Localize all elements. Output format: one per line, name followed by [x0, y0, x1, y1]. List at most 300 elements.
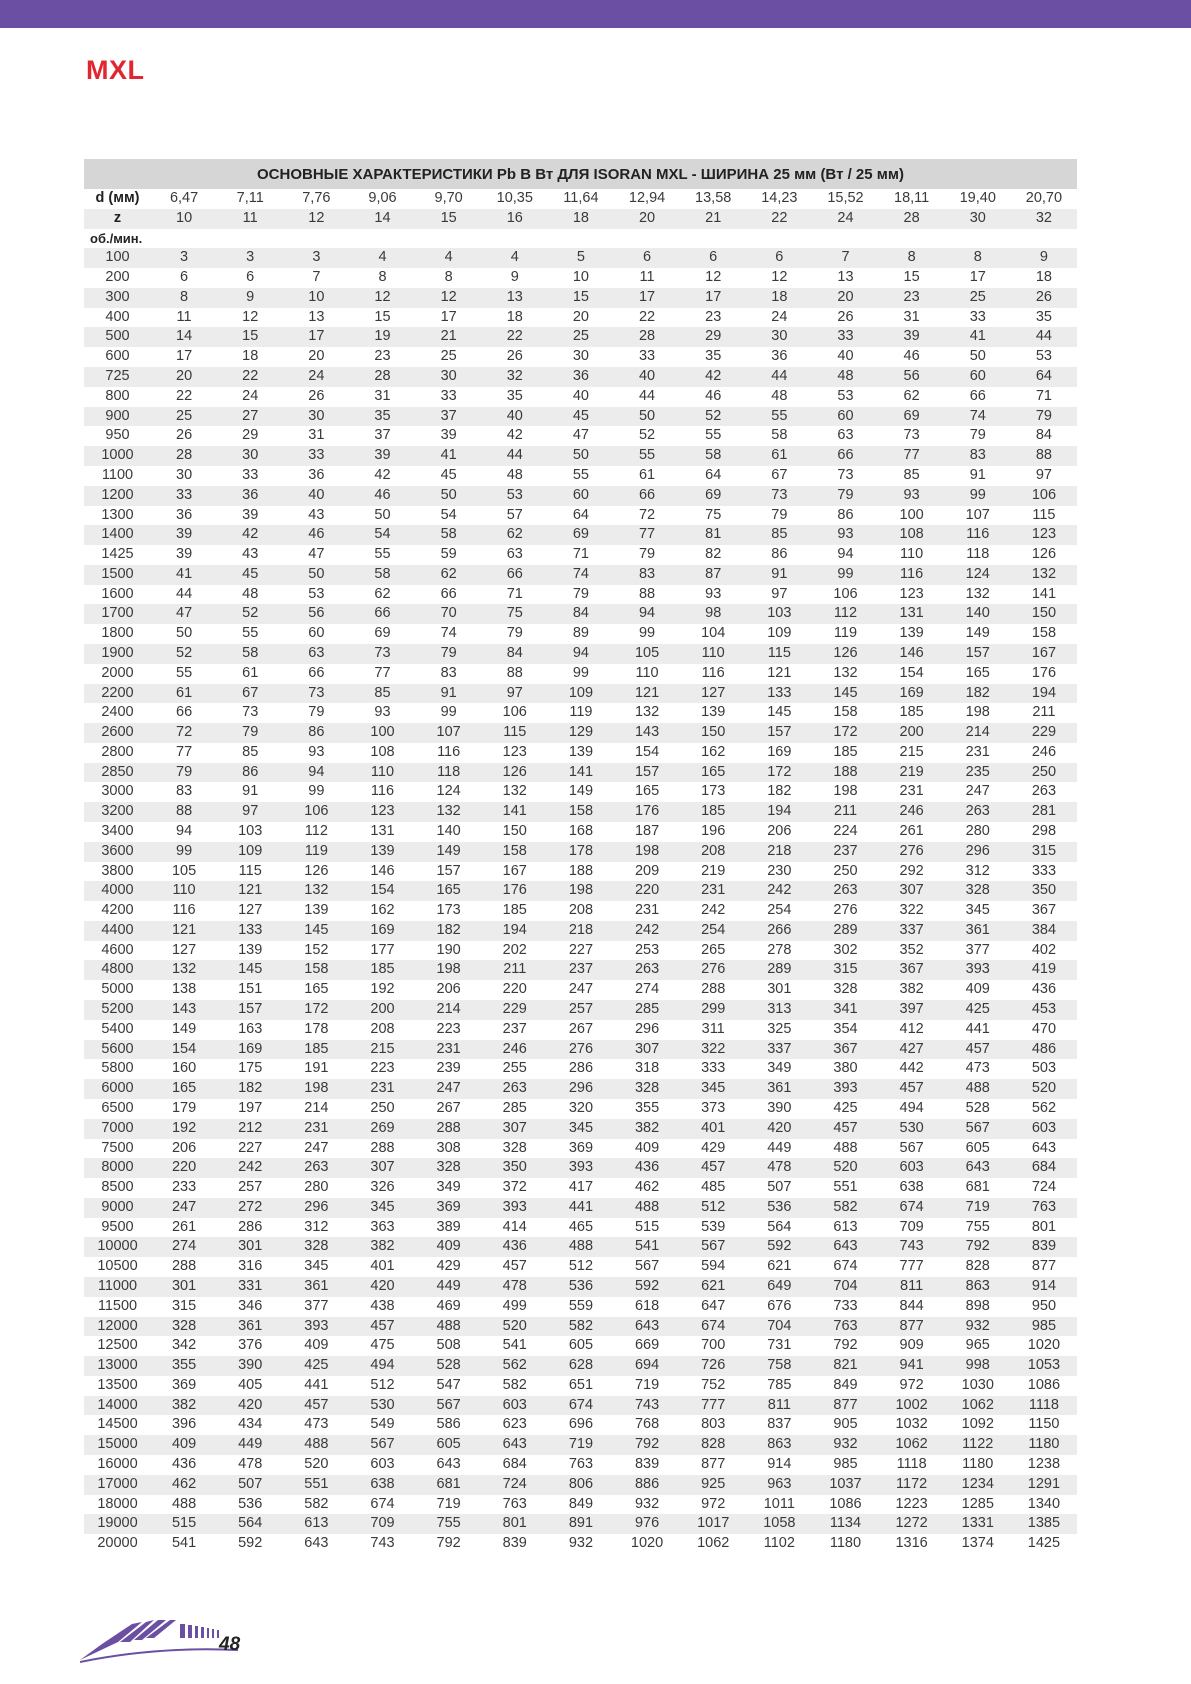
table-cell: 512: [370, 1376, 395, 1393]
table-cell: 143: [614, 723, 680, 743]
table-cell: 562: [482, 1356, 548, 1376]
table-cell: 157: [436, 862, 461, 879]
table-cell: 32: [1011, 209, 1077, 229]
table-cell: 73: [242, 704, 259, 721]
table-cell: 12: [416, 288, 482, 308]
table-cell: 118: [416, 763, 482, 783]
table-cell: 972: [899, 1376, 924, 1393]
table-cell: 36: [548, 367, 614, 387]
table-cell: 651: [568, 1376, 594, 1393]
table-cell: 94: [614, 604, 680, 624]
table-cell: 592: [238, 1535, 263, 1552]
table-cell: 1011: [763, 1495, 795, 1512]
table-cell: 438: [370, 1297, 395, 1314]
table-cell: 200: [879, 723, 945, 743]
table-row: [84, 980, 1077, 1000]
table-cell: 643: [436, 1456, 461, 1472]
table-row: [84, 1534, 1077, 1554]
table-cell: 18: [548, 209, 614, 229]
table-cell: 149: [568, 783, 594, 800]
table-cell: 763: [812, 1317, 878, 1337]
table-cell: 15,52: [827, 190, 864, 206]
table-cell: 208: [370, 1020, 395, 1037]
table-cell: 79: [506, 625, 523, 642]
table-cell: 7,76: [302, 190, 331, 206]
table-cell: 143: [151, 1000, 217, 1020]
table-row: [84, 1139, 1077, 1159]
table-cell: 79: [416, 644, 482, 664]
table-row: [84, 1198, 1077, 1218]
table-cell: 292: [899, 862, 924, 879]
table-cell: 307: [614, 1040, 680, 1060]
table-cell: 84: [1035, 427, 1052, 444]
table-cell: 396: [171, 1416, 197, 1433]
table-cell: 372: [502, 1179, 527, 1196]
table-cell: 224: [833, 823, 858, 839]
table-cell: [482, 229, 548, 249]
table-row: [84, 426, 1077, 446]
table-cell: 154: [349, 881, 415, 901]
table-row: [84, 1099, 1077, 1119]
table-cell: 37: [416, 407, 482, 427]
table-cell: 369: [171, 1376, 197, 1393]
table-cell: 133: [746, 684, 812, 704]
table-cell: 140: [945, 604, 1011, 624]
table-cell: 73: [283, 684, 349, 704]
table-cell: 1234: [945, 1475, 1011, 1495]
table-cell: 69: [374, 625, 391, 642]
table-cell: 146: [370, 862, 395, 879]
row-label-cell: 12000: [84, 1317, 151, 1337]
page-number: 48: [219, 1634, 241, 1655]
table-cell: 6: [746, 248, 812, 268]
table-cell: 211: [482, 960, 548, 980]
table-cell: 4: [482, 248, 548, 268]
table-cell: 30: [746, 327, 812, 347]
table-cell: [680, 229, 746, 249]
table-cell: 185: [349, 960, 415, 980]
table-cell: 103: [746, 604, 812, 624]
row-label-cell: 8000: [84, 1158, 151, 1178]
table-cell: [945, 229, 1011, 249]
table-cell: 109: [548, 684, 614, 704]
table-cell: 354: [833, 1020, 858, 1037]
table-cell: 229: [1011, 723, 1077, 743]
table-cell: 33: [969, 308, 986, 325]
table-cell: 54: [349, 525, 415, 545]
table-cell: 124: [945, 565, 1011, 585]
table-cell: 401: [680, 1119, 746, 1139]
power-table: [84, 189, 1077, 1554]
table-cell: 230: [767, 862, 792, 879]
table-cell: 752: [701, 1376, 726, 1393]
table-cell: 115: [746, 644, 812, 664]
table-cell: 206: [436, 981, 461, 998]
table-cell: 61: [638, 466, 656, 483]
table-cell: 11,64: [563, 190, 599, 206]
table-cell: 74: [440, 625, 457, 642]
table-cell: 219: [879, 763, 945, 783]
table-cell: 16: [482, 209, 548, 229]
table-row: [84, 248, 1077, 268]
table-cell: 247: [568, 981, 594, 998]
table-cell: 198: [965, 704, 990, 721]
table-cell: 301: [151, 1277, 217, 1297]
table-cell: 1180: [962, 1456, 994, 1472]
table-cell: 276: [879, 842, 945, 862]
table-cell: 8: [879, 248, 945, 268]
table-cell: 56: [283, 604, 349, 624]
table-row: [84, 1415, 1077, 1435]
table-cell: 139: [568, 743, 594, 760]
row-label-cell: 6000: [84, 1079, 151, 1099]
table-cell: 109: [767, 625, 792, 642]
table-cell: 44: [482, 446, 548, 466]
table-cell: 7: [812, 248, 878, 268]
table-cell: 346: [238, 1297, 263, 1314]
table-row: [84, 941, 1077, 961]
table-cell: 8: [151, 288, 217, 308]
table-cell: 272: [217, 1198, 283, 1218]
table-cell: [746, 229, 812, 249]
table-row: [84, 486, 1077, 506]
table-cell: 53: [837, 387, 854, 404]
row-label-cell: 2600: [84, 723, 151, 743]
table-cell: 94: [283, 763, 349, 783]
table-cell: 13: [308, 308, 325, 325]
table-cell: 108: [370, 743, 395, 760]
table-cell: 541: [171, 1535, 197, 1552]
power-table-container: [84, 159, 1077, 1554]
table-cell: 74: [548, 565, 614, 585]
table-cell: 165: [680, 763, 746, 783]
table-cell: 194: [1011, 684, 1077, 704]
table-cell: 301: [767, 981, 792, 998]
table-cell: 42: [374, 466, 391, 483]
table-cell: 382: [614, 1119, 680, 1139]
table-cell: 564: [767, 1218, 792, 1235]
table-cell: 28: [151, 446, 217, 466]
table-cell: 837: [767, 1416, 792, 1433]
table-cell: 24: [771, 308, 788, 325]
table-cell: 88: [506, 664, 523, 681]
table-cell: 14,23: [761, 190, 798, 206]
table-cell: 132: [283, 881, 349, 901]
table-cell: 139: [304, 902, 329, 919]
table-cell: 684: [502, 1456, 527, 1472]
table-cell: 86: [771, 546, 788, 563]
table-cell: 839: [634, 1456, 660, 1472]
table-cell: 172: [812, 723, 878, 743]
table-row: [84, 466, 1077, 486]
table-cell: 307: [482, 1119, 548, 1139]
table-cell: 549: [370, 1416, 395, 1433]
table-cell: 37: [374, 427, 391, 444]
table-cell: 1291: [1011, 1475, 1077, 1495]
table-cell: 638: [349, 1475, 415, 1495]
table-cell: 261: [899, 823, 924, 839]
table-cell: 55: [176, 664, 193, 681]
table-cell: 182: [945, 684, 1011, 704]
table-cell: 116: [945, 525, 1011, 545]
table-cell: 26: [176, 427, 193, 444]
table-cell: 214: [945, 723, 1011, 743]
table-cell: 420: [746, 1119, 812, 1139]
table-cell: 768: [634, 1416, 660, 1433]
table-cell: 42: [680, 367, 746, 387]
row-label-cell: 8500: [101, 1179, 134, 1196]
table-cell: 43: [308, 506, 325, 523]
table-cell: 355: [634, 1099, 660, 1116]
table-cell: 172: [283, 1000, 349, 1020]
table-cell: 8: [945, 248, 1011, 268]
table-cell: 12: [349, 288, 415, 308]
table-cell: 25: [440, 348, 457, 365]
table-cell: 33: [242, 466, 259, 483]
table-cell: 61: [242, 664, 259, 681]
table-cell: 158: [1031, 625, 1057, 642]
table-cell: 425: [283, 1356, 349, 1376]
table-cell: 77: [374, 664, 391, 681]
table-cell: 63: [283, 644, 349, 664]
table-cell: 288: [171, 1258, 197, 1275]
table-cell: 1172: [879, 1475, 945, 1495]
table-cell: 263: [1031, 783, 1057, 800]
table-cell: 1180: [829, 1535, 862, 1552]
table-cell: 8: [378, 269, 387, 286]
table-row: [84, 1376, 1077, 1396]
table-cell: 6: [614, 248, 680, 268]
table-cell: 592: [746, 1237, 812, 1257]
table-cell: 436: [482, 1237, 548, 1257]
table-cell: 22: [638, 308, 656, 325]
table-cell: 473: [304, 1416, 329, 1433]
row-label-cell: 500: [84, 327, 151, 347]
table-cell: 985: [833, 1456, 858, 1472]
table-cell: 187: [634, 823, 660, 839]
table-cell: 345: [680, 1079, 746, 1099]
table-cell: 194: [482, 921, 548, 941]
table-cell: 121: [151, 921, 217, 941]
table-cell: 30: [217, 446, 283, 466]
row-label-cell: 3000: [101, 783, 134, 800]
table-cell: 30: [572, 348, 589, 365]
table-cell: 150: [1011, 604, 1077, 624]
table-cell: 24: [812, 209, 878, 229]
table-cell: 821: [812, 1356, 878, 1376]
table-cell: 1062: [697, 1535, 730, 1552]
table-cell: 86: [837, 506, 854, 523]
table-cell: 1020: [1027, 1337, 1061, 1354]
table-cell: 66: [349, 604, 415, 624]
table-cell: 530: [349, 1396, 415, 1416]
table-cell: 316: [238, 1258, 263, 1275]
table-cell: 488: [548, 1237, 614, 1257]
table-cell: 21: [416, 327, 482, 347]
table-cell: 55: [705, 427, 722, 444]
table-cell: 58: [771, 427, 788, 444]
table-cell: 123: [349, 802, 415, 822]
table-cell: 811: [746, 1396, 812, 1416]
table-cell: 178: [548, 842, 614, 862]
table-cell: 623: [502, 1416, 527, 1433]
table-cell: 17: [283, 327, 349, 347]
table-cell: 66: [440, 585, 457, 602]
table-cell: 278: [767, 941, 792, 958]
table-cell: 328: [614, 1079, 680, 1099]
table-cell: 126: [812, 644, 878, 664]
row-label-cell: 7000: [84, 1119, 151, 1139]
table-cell: 341: [812, 1000, 878, 1020]
row-label-cell: об./мин.: [90, 230, 143, 246]
table-cell: 1118: [896, 1456, 927, 1472]
table-cell: 36: [217, 486, 283, 506]
table-row: [84, 604, 1077, 624]
table-cell: 67: [217, 684, 283, 704]
table-cell: 301: [217, 1237, 283, 1257]
table-row: [84, 802, 1077, 822]
table-cell: 50: [548, 446, 614, 466]
table-cell: 792: [436, 1535, 461, 1552]
table-row: [84, 1079, 1077, 1099]
table-cell: 551: [283, 1475, 349, 1495]
table-cell: 280: [304, 1179, 329, 1196]
table-cell: 50: [283, 565, 349, 585]
table-cell: 567: [680, 1237, 746, 1257]
table-cell: 559: [568, 1297, 594, 1314]
row-label-cell: 13000: [84, 1356, 151, 1376]
table-cell: 35: [705, 348, 722, 365]
table-cell: 40: [572, 387, 589, 404]
table-cell: 28: [614, 327, 680, 347]
table-cell: 54: [440, 506, 457, 523]
table-cell: 63: [506, 546, 523, 563]
table-cell: 214: [304, 1099, 329, 1116]
table-cell: 512: [568, 1258, 594, 1275]
table-cell: 296: [283, 1198, 349, 1218]
table-cell: 39: [176, 546, 193, 563]
table-cell: 169: [217, 1040, 283, 1060]
table-cell: 9: [510, 269, 519, 286]
table-cell: 507: [767, 1179, 792, 1196]
table-cell: 30: [945, 209, 1011, 229]
table-cell: 141: [482, 802, 548, 822]
table-cell: 33: [638, 348, 656, 365]
table-cell: 1134: [812, 1514, 878, 1534]
table-cell: 488: [833, 1139, 858, 1156]
table-cell: 1238: [1027, 1456, 1061, 1472]
table-cell: 62: [482, 525, 548, 545]
table-cell: 15: [217, 327, 283, 347]
table-cell: 53: [308, 585, 325, 602]
table-cell: 469: [436, 1297, 461, 1314]
table-cell: 82: [705, 546, 722, 563]
table-cell: 9: [217, 288, 283, 308]
table-row: [84, 446, 1077, 466]
row-label-cell: 4800: [84, 960, 151, 980]
table-cell: 412: [899, 1020, 924, 1037]
table-cell: 839: [502, 1535, 527, 1552]
table-cell: 129: [548, 723, 614, 743]
table-cell: 12: [771, 269, 788, 286]
table-cell: 36: [771, 348, 788, 365]
table-cell: 83: [440, 664, 457, 681]
table-cell: 79: [771, 506, 788, 523]
table-cell: 367: [1031, 902, 1057, 919]
table-cell: 133: [217, 921, 283, 941]
table-row: [84, 288, 1077, 308]
table-cell: 7: [312, 269, 321, 286]
table-cell: 963: [746, 1475, 812, 1495]
table-cell: 17: [614, 288, 680, 308]
table-cell: 100: [349, 723, 415, 743]
table-cell: 363: [370, 1218, 395, 1235]
table-cell: 281: [1011, 802, 1077, 822]
row-label-cell: 3800: [101, 862, 134, 879]
table-cell: 315: [1011, 842, 1077, 862]
table-cell: 1092: [961, 1416, 994, 1433]
table-cell: 925: [680, 1475, 746, 1495]
table-cell: 211: [812, 802, 878, 822]
table-cell: 79: [151, 763, 217, 783]
table-cell: 21: [680, 209, 746, 229]
table-cell: 457: [502, 1258, 527, 1275]
table-cell: [416, 229, 482, 249]
table-cell: 393: [812, 1079, 878, 1099]
table-cell: 99: [151, 842, 217, 862]
table-cell: 132: [151, 960, 217, 980]
table-cell: 110: [635, 664, 659, 681]
row-label-cell: 7500: [101, 1139, 134, 1156]
row-label-cell: 10500: [97, 1258, 138, 1275]
table-row: [84, 1020, 1077, 1040]
table-cell: 257: [238, 1179, 263, 1196]
table-cell: 743: [879, 1237, 945, 1257]
table-cell: 247: [416, 1079, 482, 1099]
table-cell: 23: [879, 288, 945, 308]
table-cell: 18: [506, 308, 523, 325]
table-cell: 220: [502, 981, 527, 998]
table-cell: 6: [680, 248, 746, 268]
table-cell: 79: [638, 546, 656, 563]
table-cell: 46: [283, 525, 349, 545]
table-cell: 462: [151, 1475, 217, 1495]
row-label-cell: 15000: [84, 1435, 151, 1455]
row-label-cell: 2400: [101, 704, 134, 721]
table-cell: 3: [151, 248, 217, 268]
table-cell: 55: [614, 446, 680, 466]
table-row: [84, 1218, 1077, 1238]
table-cell: 36: [308, 466, 325, 483]
table-cell: 3: [217, 248, 283, 268]
table-cell: 79: [1011, 407, 1077, 427]
table-cell: 1223: [895, 1495, 928, 1512]
table-cell: 499: [502, 1297, 527, 1314]
table-cell: 457: [680, 1158, 746, 1178]
table-cell: 185: [283, 1040, 349, 1060]
table-cell: 470: [1031, 1020, 1057, 1037]
table-cell: 93: [879, 486, 945, 506]
table-cell: 803: [701, 1416, 726, 1433]
table-cell: 218: [548, 921, 614, 941]
table-cell: 35: [506, 387, 523, 404]
table-cell: 231: [634, 902, 660, 919]
table-cell: 1032: [895, 1416, 928, 1433]
table-cell: 119: [833, 625, 858, 642]
table-cell: 367: [879, 960, 945, 980]
table-cell: 806: [548, 1475, 614, 1495]
table-cell: 562: [1031, 1099, 1057, 1116]
